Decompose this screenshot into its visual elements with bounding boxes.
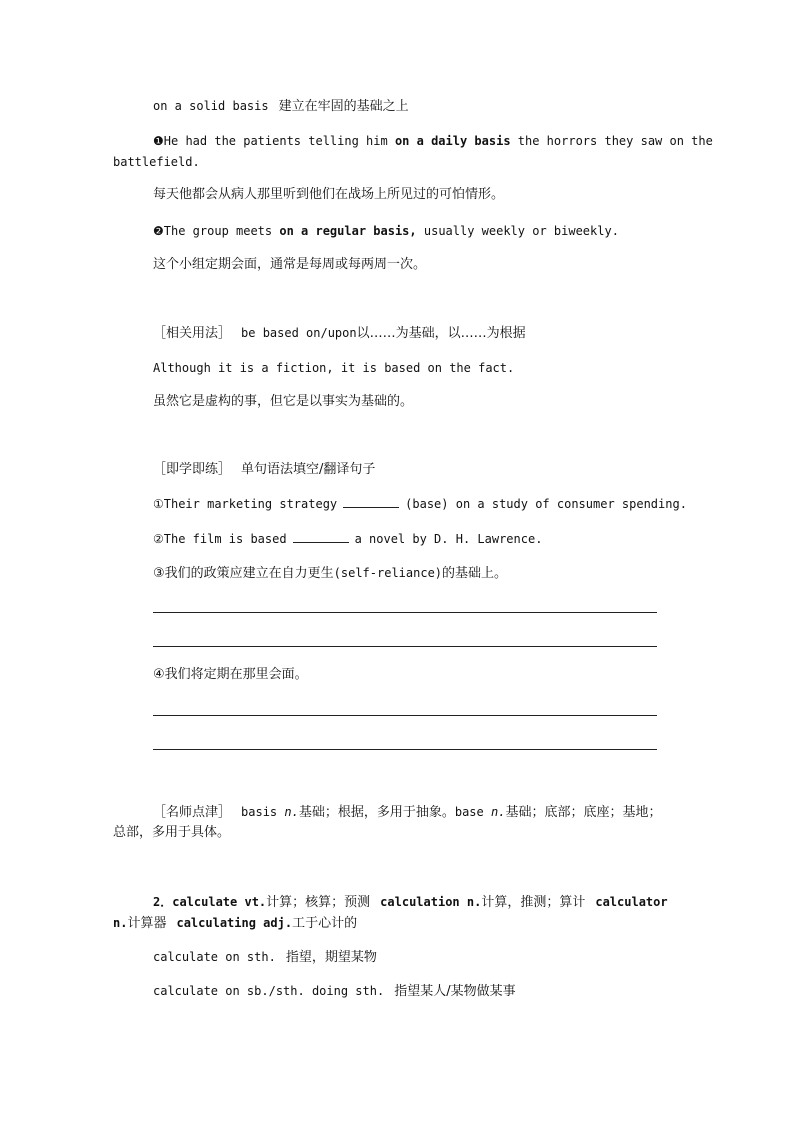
tip-meaning: 基础；根据，多用于抽象。	[298, 805, 455, 820]
practice-question-1	[153, 496, 687, 512]
related-example: Although it is a fiction, it is based on the fact.	[153, 361, 515, 375]
question-text: ②The film is based	[153, 532, 287, 546]
usage-2	[153, 983, 516, 1000]
usage-meaning: 指望某人/某物做某事	[394, 984, 516, 999]
example-1-continuation: battlefield.	[113, 155, 200, 169]
derived-word: calculating adj.	[176, 916, 293, 930]
part-of-speech: n.	[113, 916, 128, 930]
example-text: the horrors they saw on the	[510, 134, 713, 148]
word-entry-calculate	[153, 894, 668, 911]
usage-1	[153, 949, 377, 966]
headword: 2．calculate vt.	[153, 895, 267, 909]
example-keyword: on a daily basis	[394, 134, 511, 148]
answer-line[interactable]	[153, 749, 657, 750]
answer-line[interactable]	[153, 612, 657, 613]
tip-word: base	[454, 805, 484, 819]
question-text: ③我们的政策应建立在自力更生	[153, 566, 334, 581]
example-1	[153, 133, 713, 149]
question-text: (base) on a study of consumer spending.	[405, 497, 687, 511]
usage-meaning: 指望，期望某物	[285, 950, 377, 965]
example-keyword: on a regular basis,	[279, 224, 417, 238]
derived-meaning: 计算，推测；算计	[481, 895, 586, 910]
phrase-meaning: 建立在牢固的基础之上	[278, 99, 409, 114]
related-phrase: be based on/upon	[241, 326, 357, 340]
part-of-speech: n.	[284, 805, 299, 819]
practice-question-3	[153, 565, 507, 582]
part-of-speech: n.	[490, 805, 506, 819]
example-number: ❷	[153, 224, 164, 238]
related-translation: 虽然它是虚构的事，但它是以事实为基础的。	[153, 394, 414, 409]
example-text: He had the patients telling him	[163, 134, 395, 148]
answer-line[interactable]	[153, 715, 657, 716]
related-meaning: 以……为基础，以……为根据	[356, 326, 526, 341]
example-text: The group meets	[163, 224, 280, 238]
example-number: ❶	[153, 134, 164, 148]
derived-meaning: 工于心计的	[292, 916, 358, 931]
phrase-line-solid-basis	[153, 98, 409, 115]
answer-blank[interactable]	[343, 496, 399, 508]
example-2-translation: 这个小组定期会面，通常是每周或每两周一次。	[153, 257, 427, 272]
example-2	[153, 223, 619, 239]
practice-question-4: ④我们将定期在那里会面。	[153, 667, 308, 682]
headword-meaning: 计算；核算；预测	[266, 895, 371, 910]
usage-phrase: calculate on sth.	[153, 950, 276, 964]
related-usage	[153, 325, 526, 342]
section-tag: ［相关用法］	[153, 326, 232, 341]
practice-question-2	[153, 531, 542, 547]
question-text: (self-reliance)	[333, 566, 443, 580]
derived-word: calculation n.	[380, 895, 482, 909]
question-text: a novel by D. H. Lawrence.	[354, 532, 543, 546]
phrase: on a solid basis	[153, 99, 269, 113]
tip-word: basis	[241, 805, 278, 819]
section-tag: ［即学即练］	[153, 462, 232, 477]
teacher-tip-continuation: 总部，多用于具体。	[113, 825, 231, 840]
section-tag: ［名师点津］	[153, 805, 232, 820]
practice-header	[153, 461, 375, 478]
usage-phrase: calculate on sb./sth. doing sth.	[153, 984, 385, 998]
teacher-tip	[153, 804, 661, 821]
answer-line[interactable]	[153, 646, 657, 647]
question-text: 的基础上。	[442, 566, 508, 581]
example-text: usually weekly or biweekly.	[416, 224, 619, 238]
derived-meaning: 计算器	[127, 916, 167, 931]
derived-word: calculator	[595, 895, 668, 909]
word-entry-continuation	[113, 915, 357, 932]
question-text: ①Their marketing strategy	[153, 497, 338, 511]
example-1-translation: 每天他都会从病人那里听到他们在战场上所见过的可怕情形。	[153, 187, 505, 202]
answer-blank[interactable]	[293, 531, 349, 543]
tip-meaning: 基础；底部；底座；基地；	[505, 805, 662, 820]
practice-title: 单句语法填空/翻译句子	[241, 462, 376, 477]
